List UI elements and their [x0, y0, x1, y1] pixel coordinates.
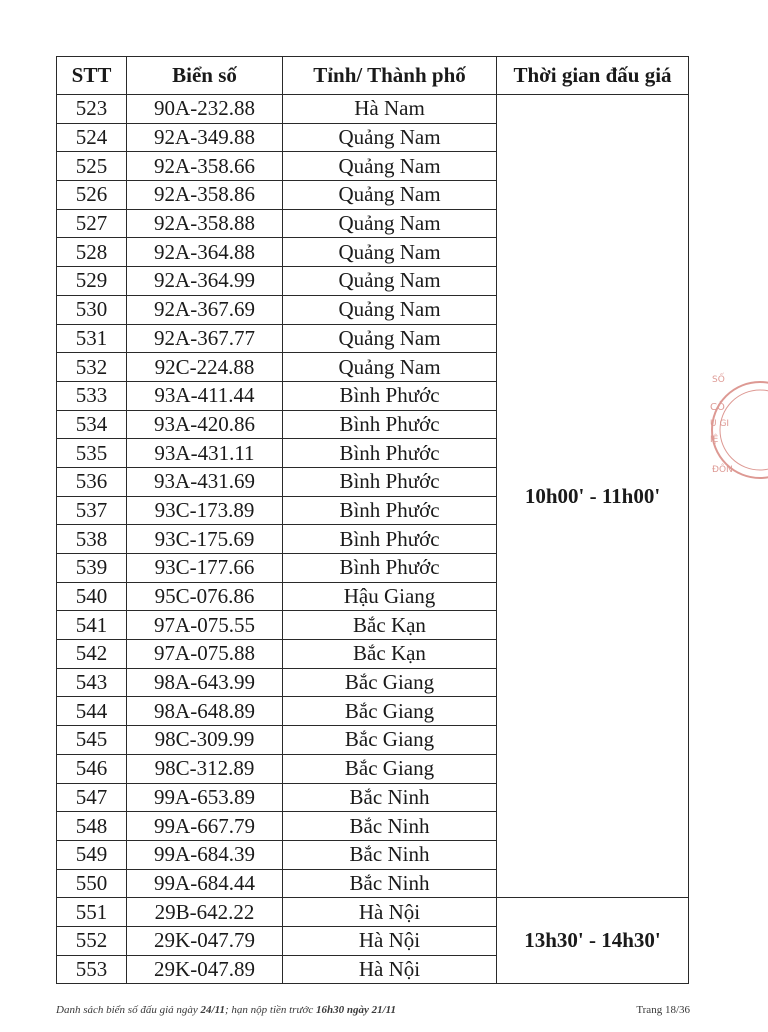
- cell-province: Bắc Giang: [283, 726, 497, 755]
- footer-note-middle: ; hạn nộp tiền trước: [224, 1004, 316, 1016]
- cell-province: Bình Phước: [283, 439, 497, 468]
- cell-stt: 540: [57, 582, 127, 611]
- cell-stt: 549: [57, 840, 127, 869]
- cell-plate-number: 29K-047.89: [127, 955, 283, 984]
- cell-stt: 547: [57, 783, 127, 812]
- cell-stt: 551: [57, 898, 127, 927]
- table-row: [57, 95, 689, 124]
- table-body: [57, 95, 689, 984]
- table-header-row: [57, 57, 689, 95]
- cell-province: Quảng Nam: [283, 324, 497, 353]
- cell-plate-number: 99A-667.79: [127, 812, 283, 841]
- cell-plate-number: 29K-047.79: [127, 926, 283, 955]
- cell-plate-number: 92A-367.69: [127, 295, 283, 324]
- cell-stt: 541: [57, 611, 127, 640]
- cell-province: Bắc Ninh: [283, 869, 497, 898]
- cell-province: Quảng Nam: [283, 123, 497, 152]
- svg-text:U GI: U GI: [710, 419, 730, 429]
- cell-plate-number: 93A-431.69: [127, 467, 283, 496]
- cell-province: Bình Phước: [283, 410, 497, 439]
- cell-auction-time: 13h30' - 14h30': [497, 898, 689, 984]
- cell-plate-number: 93C-173.89: [127, 496, 283, 525]
- cell-stt: 538: [57, 525, 127, 554]
- cell-province: Hậu Giang: [283, 582, 497, 611]
- cell-stt: 544: [57, 697, 127, 726]
- cell-stt: 525: [57, 152, 127, 181]
- cell-province: Bắc Kạn: [283, 640, 497, 669]
- cell-plate-number: 93A-431.11: [127, 439, 283, 468]
- cell-plate-number: 90A-232.88: [127, 95, 283, 124]
- cell-plate-number: 99A-684.39: [127, 840, 283, 869]
- cell-province: Bắc Ninh: [283, 840, 497, 869]
- cell-plate-number: 92A-367.77: [127, 324, 283, 353]
- cell-province: Bình Phước: [283, 467, 497, 496]
- cell-province: Quảng Nam: [283, 238, 497, 267]
- cell-province: Quảng Nam: [283, 353, 497, 382]
- page-footer: [56, 1004, 690, 1022]
- svg-text:IỆ: IỆ: [710, 435, 719, 445]
- cell-plate-number: 95C-076.86: [127, 582, 283, 611]
- cell-stt: 531: [57, 324, 127, 353]
- cell-province: Hà Nam: [283, 95, 497, 124]
- cell-stt: 542: [57, 640, 127, 669]
- cell-stt: 550: [57, 869, 127, 898]
- cell-province: Bình Phước: [283, 525, 497, 554]
- cell-plate-number: 93C-175.69: [127, 525, 283, 554]
- cell-plate-number: 93C-177.66: [127, 554, 283, 583]
- cell-plate-number: 99A-653.89: [127, 783, 283, 812]
- header-auction-time: Thời gian đấu giá: [497, 57, 689, 95]
- cell-plate-number: 92A-349.88: [127, 123, 283, 152]
- cell-stt: 528: [57, 238, 127, 267]
- cell-stt: 524: [57, 123, 127, 152]
- cell-province: Quảng Nam: [283, 295, 497, 324]
- cell-province: Quảng Nam: [283, 181, 497, 210]
- footer-note-prefix: Danh sách biển số đấu giá ngày: [56, 1004, 201, 1016]
- cell-stt: 543: [57, 668, 127, 697]
- svg-text:SỐ: SỐ: [712, 375, 725, 385]
- cell-province: Bình Phước: [283, 381, 497, 410]
- cell-plate-number: 97A-075.55: [127, 611, 283, 640]
- cell-province: Bình Phước: [283, 554, 497, 583]
- cell-plate-number: 92A-358.88: [127, 209, 283, 238]
- license-plate-auction-table: [56, 56, 689, 984]
- svg-text:ĐÔN: ĐÔN: [712, 465, 733, 475]
- cell-stt: 530: [57, 295, 127, 324]
- cell-stt: 533: [57, 381, 127, 410]
- footer-payment-deadline: 16h30 ngày 21/11: [315, 1004, 397, 1016]
- cell-province: Quảng Nam: [283, 267, 497, 296]
- cell-province: Bắc Giang: [283, 697, 497, 726]
- svg-text:CÔ: CÔ: [710, 402, 725, 413]
- cell-province: Bắc Ninh: [283, 783, 497, 812]
- cell-stt: 548: [57, 812, 127, 841]
- cell-province: Bắc Kạn: [283, 611, 497, 640]
- header-stt: STT: [57, 57, 127, 95]
- cell-plate-number: 98A-643.99: [127, 668, 283, 697]
- footer-note: [56, 1004, 396, 1016]
- page-number: Trang 18/36: [636, 1004, 690, 1016]
- cell-stt: 529: [57, 267, 127, 296]
- cell-province: Hà Nội: [283, 926, 497, 955]
- cell-plate-number: 92A-364.99: [127, 267, 283, 296]
- cell-plate-number: 93A-411.44: [127, 381, 283, 410]
- cell-plate-number: 93A-420.86: [127, 410, 283, 439]
- cell-stt: 539: [57, 554, 127, 583]
- cell-plate-number: 92C-224.88: [127, 353, 283, 382]
- cell-stt: 523: [57, 95, 127, 124]
- cell-province: Hà Nội: [283, 955, 497, 984]
- footer-auction-date: 24/11: [200, 1004, 225, 1016]
- cell-province: Quảng Nam: [283, 152, 497, 181]
- cell-stt: 535: [57, 439, 127, 468]
- header-province: Tỉnh/ Thành phố: [283, 57, 497, 95]
- cell-auction-time: 10h00' - 11h00': [497, 95, 689, 898]
- cell-plate-number: 92A-364.88: [127, 238, 283, 267]
- red-seal-stamp: [708, 360, 733, 500]
- cell-stt: 546: [57, 754, 127, 783]
- cell-stt: 534: [57, 410, 127, 439]
- cell-province: Bình Phước: [283, 496, 497, 525]
- cell-plate-number: 92A-358.66: [127, 152, 283, 181]
- cell-stt: 537: [57, 496, 127, 525]
- cell-province: Hà Nội: [283, 898, 497, 927]
- cell-plate-number: 97A-075.88: [127, 640, 283, 669]
- cell-province: Quảng Nam: [283, 209, 497, 238]
- table-row: [57, 898, 689, 927]
- cell-plate-number: 92A-358.86: [127, 181, 283, 210]
- cell-province: Bắc Giang: [283, 754, 497, 783]
- cell-plate-number: 98C-309.99: [127, 726, 283, 755]
- cell-stt: 545: [57, 726, 127, 755]
- cell-plate-number: 99A-684.44: [127, 869, 283, 898]
- cell-plate-number: 98C-312.89: [127, 754, 283, 783]
- header-plate-number: Biển số: [127, 57, 283, 95]
- cell-stt: 526: [57, 181, 127, 210]
- cell-stt: 532: [57, 353, 127, 382]
- cell-stt: 536: [57, 467, 127, 496]
- cell-plate-number: 29B-642.22: [127, 898, 283, 927]
- cell-stt: 527: [57, 209, 127, 238]
- cell-plate-number: 98A-648.89: [127, 697, 283, 726]
- cell-stt: 552: [57, 926, 127, 955]
- cell-province: Bắc Giang: [283, 668, 497, 697]
- cell-province: Bắc Ninh: [283, 812, 497, 841]
- cell-stt: 553: [57, 955, 127, 984]
